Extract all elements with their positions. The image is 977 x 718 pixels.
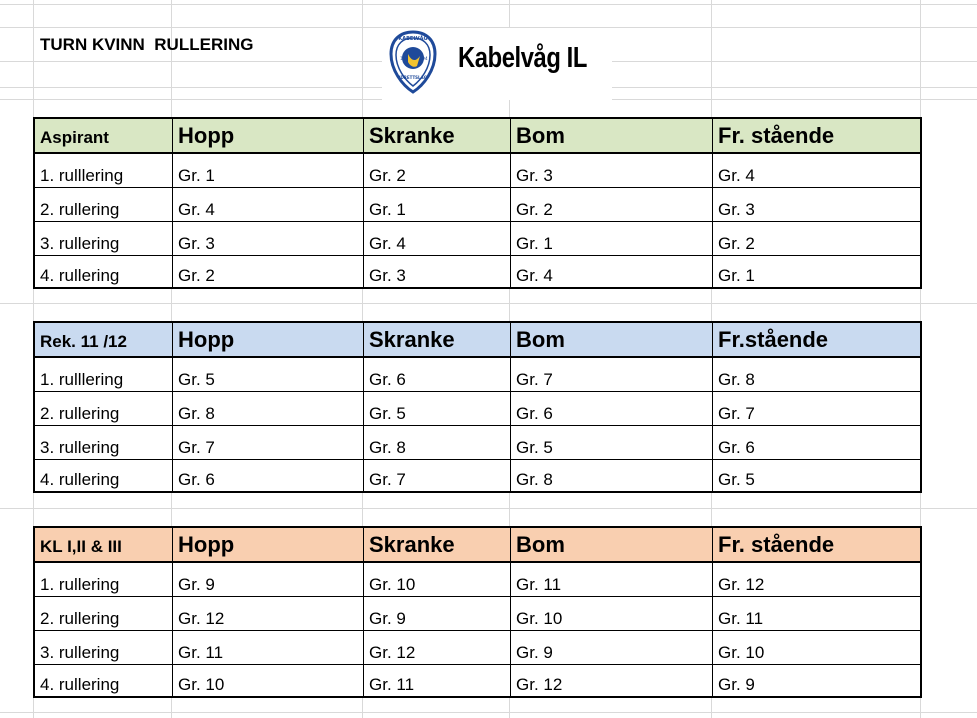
rotation-label: 3. rullering bbox=[35, 426, 173, 459]
table-row bbox=[35, 597, 920, 631]
table-row bbox=[35, 358, 920, 392]
table-cell: Gr. 3 bbox=[173, 222, 364, 255]
rotation-table-rekrutt bbox=[33, 321, 922, 493]
rotation-label: 4. rullering bbox=[35, 460, 173, 491]
group-name: KL I,II & III bbox=[35, 528, 173, 561]
column-header-skranke: Skranke bbox=[364, 119, 511, 152]
table-cell: Gr. 6 bbox=[511, 392, 713, 425]
table-cell: Gr. 5 bbox=[718, 470, 755, 489]
table-cell: Gr. 7 bbox=[718, 404, 755, 423]
table-cell: Gr. 1 bbox=[364, 188, 511, 221]
table-cell: Gr. 4 bbox=[511, 256, 713, 287]
table-cell: Gr. 9 bbox=[718, 675, 755, 694]
table-cell: Gr. 5 bbox=[173, 358, 364, 391]
table-cell: Gr. 3 bbox=[718, 200, 755, 219]
column-header-hopp: Hopp bbox=[173, 323, 364, 356]
svg-text:94: 94 bbox=[422, 57, 428, 62]
table-row bbox=[35, 563, 920, 597]
table-cell: Gr. 11 bbox=[173, 631, 364, 664]
table-cell: Gr. 7 bbox=[511, 358, 713, 391]
rotation-label: 4. rullering bbox=[35, 256, 173, 287]
column-header-bom: Bom bbox=[511, 323, 713, 356]
rotation-label: 3. rullering bbox=[35, 631, 173, 664]
table-cell: Gr. 12 bbox=[718, 575, 765, 594]
table-row bbox=[35, 665, 920, 696]
table-cell: Gr. 10 bbox=[718, 643, 765, 662]
svg-text:IDRETTSLAG: IDRETTSLAG bbox=[399, 75, 427, 80]
table-cell: Gr. 12 bbox=[364, 631, 511, 664]
rotation-label: 1. rulllering bbox=[35, 154, 173, 187]
table-cell: Gr. 8 bbox=[718, 370, 755, 389]
grid-row-line bbox=[0, 303, 977, 304]
group-name: Rek. 11 /12 bbox=[35, 323, 173, 356]
grid-row-line bbox=[0, 4, 977, 5]
rotation-table-aspirant bbox=[33, 117, 922, 289]
table-cell: Gr. 1 bbox=[173, 154, 364, 187]
table-cell: Gr. 12 bbox=[173, 597, 364, 630]
table-cell: Gr. 11 bbox=[364, 665, 511, 696]
table-cell: Gr. 9 bbox=[364, 597, 511, 630]
table-cell: Gr. 2 bbox=[173, 256, 364, 287]
table-cell: Gr. 11 bbox=[718, 609, 764, 628]
table-cell: Gr. 6 bbox=[364, 358, 511, 391]
table-cell: Gr. 1 bbox=[511, 222, 713, 255]
table-cell: Gr. 5 bbox=[511, 426, 713, 459]
rotation-label: 1. rullering bbox=[35, 563, 173, 596]
column-header-skranke: Skranke bbox=[364, 323, 511, 356]
rotation-label: 4. rullering bbox=[35, 665, 173, 696]
table-cell: Gr. 3 bbox=[511, 154, 713, 187]
column-header-skranke: Skranke bbox=[364, 528, 511, 561]
table-cell: Gr. 5 bbox=[364, 392, 511, 425]
table-cell: Gr. 2 bbox=[511, 188, 713, 221]
column-header-bom: Bom bbox=[511, 119, 713, 152]
group-name: Aspirant bbox=[35, 119, 173, 152]
sheet-title: TURN KVINN RULLERING bbox=[40, 35, 254, 54]
table-cell: Gr. 4 bbox=[718, 166, 755, 185]
column-header-hopp: Hopp bbox=[173, 119, 364, 152]
table-cell: Gr. 9 bbox=[511, 631, 713, 664]
table-row bbox=[35, 631, 920, 665]
grid-row-line bbox=[0, 712, 977, 713]
table-cell: Gr. 10 bbox=[364, 563, 511, 596]
table-header-row bbox=[35, 528, 920, 563]
rotation-label: 2. rullering bbox=[35, 392, 173, 425]
table-cell: Gr. 9 bbox=[173, 563, 364, 596]
table-cell: Gr. 8 bbox=[511, 460, 713, 491]
table-row bbox=[35, 154, 920, 188]
table-cell: Gr. 6 bbox=[718, 438, 755, 457]
table-row bbox=[35, 256, 920, 287]
rotation-label: 2. rullering bbox=[35, 188, 173, 221]
club-name: Kabelvåg IL bbox=[458, 42, 587, 74]
table-cell: Gr. 7 bbox=[173, 426, 364, 459]
grid-row-line bbox=[0, 508, 977, 509]
table-row bbox=[35, 460, 920, 491]
column-header-frittstaende: Fr. stående bbox=[718, 531, 835, 557]
table-header-row bbox=[35, 323, 920, 358]
rotation-table-klasse bbox=[33, 526, 922, 698]
svg-text:18: 18 bbox=[400, 57, 406, 62]
table-row bbox=[35, 392, 920, 426]
table-cell: Gr. 11 bbox=[511, 563, 713, 596]
table-cell: Gr. 2 bbox=[364, 154, 511, 187]
column-header-hopp: Hopp bbox=[173, 528, 364, 561]
table-row bbox=[35, 222, 920, 256]
table-cell: Gr. 10 bbox=[173, 665, 364, 696]
table-cell: Gr. 8 bbox=[364, 426, 511, 459]
table-row bbox=[35, 188, 920, 222]
table-cell: Gr. 8 bbox=[173, 392, 364, 425]
table-cell: Gr. 12 bbox=[511, 665, 713, 696]
column-header-bom: Bom bbox=[511, 528, 713, 561]
table-header-row bbox=[35, 119, 920, 154]
rotation-label: 1. rulllering bbox=[35, 358, 173, 391]
column-header-frittstaende: Fr. stående bbox=[718, 122, 835, 148]
table-cell: Gr. 10 bbox=[511, 597, 713, 630]
table-cell: Gr. 6 bbox=[173, 460, 364, 491]
table-cell: Gr. 3 bbox=[364, 256, 511, 287]
table-row bbox=[35, 426, 920, 460]
column-header-frittstaende: Fr.stående bbox=[718, 326, 829, 352]
table-cell: Gr. 1 bbox=[718, 266, 755, 285]
table-cell: Gr. 2 bbox=[718, 234, 755, 253]
table-cell: Gr. 4 bbox=[364, 222, 511, 255]
rotation-label: 2. rullering bbox=[35, 597, 173, 630]
table-cell: Gr. 4 bbox=[173, 188, 364, 221]
table-cell: Gr. 7 bbox=[364, 460, 511, 491]
club-logo bbox=[382, 28, 612, 100]
club-emblem-icon bbox=[388, 30, 438, 94]
svg-text:KABELVÅG: KABELVÅG bbox=[398, 36, 428, 42]
rotation-label: 3. rullering bbox=[35, 222, 173, 255]
